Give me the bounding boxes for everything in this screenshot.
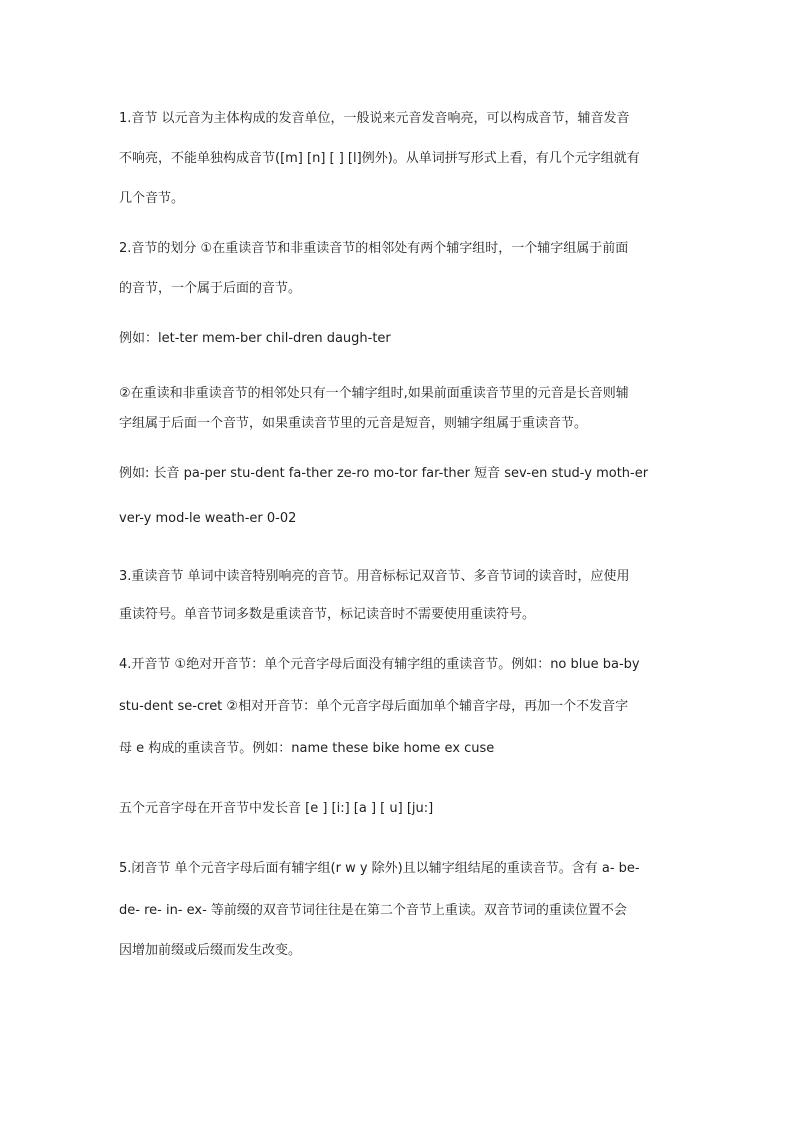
paragraph-6-line-1: 5.闭音节 单个元音字母后面有辅字组(r w y 除外)且以辅字组结尾的重读音节。含有 a- be-: [119, 861, 640, 876]
example-line-3: ver-y mod-le weath-er 0-02: [119, 511, 297, 526]
paragraph-1-line-1: 1.音节 以元音为主体构成的发音单位，一般说来元音发音响亮，可以构成音节，辅音发音: [119, 111, 630, 126]
paragraph-1-line-3: 几个音节。: [119, 191, 185, 206]
paragraph-2-line-1: 2.音节的划分 ①在重读音节和非重读音节的相邻处有两个辅字组时，一个辅字组属于前面: [119, 241, 629, 256]
paragraph-5-line-3: 母 e 构成的重读音节。例如：name these bike home ex cuse: [119, 741, 495, 756]
paragraph-4-line-1: 3.重读音节 单词中读音特别响亮的音节。用音标标记双音节、多音节词的读音时，应使用: [119, 569, 630, 584]
paragraph-2-line-2: 的音节，一个属于后面的音节。: [119, 281, 302, 296]
paragraph-6-line-2: de- re- in- ex- 等前缀的双音节词往往是在第二个音节上重读。双音节词的重读位置不会: [119, 903, 627, 918]
paragraph-5-line-1: 4.开音节 ①绝对开音节：单个元音字母后面没有辅字组的重读音节。例如：no blue ba-by: [119, 657, 640, 672]
paragraph-5-line-2: stu-dent se-cret ②相对开音节：单个元音字母后面加单个辅音字母，再加一个不发音字: [119, 699, 629, 714]
paragraph-1-line-2: 不响亮，不能单独构成音节([m] [n] [ ] [l]例外)。从单词拼写形式上看，有几个元字组就有: [119, 151, 640, 166]
paragraph-4-line-2: 重读符号。单音节词多数是重读音节，标记读音时不需要使用重读符号。: [119, 607, 536, 622]
example-line-2: 例如: 长音 pa-per stu-dent fa-ther ze-ro mo-tor far-ther 短音 sev-en stud-y moth-er: [119, 466, 649, 481]
paragraph-6-line-3: 因增加前缀或后缀而发生改变。: [119, 943, 302, 958]
paragraph-3-line-2: 字组属于后面一个音节，如果重读音节里的元音是短音，则辅字组属于重读音节。: [119, 416, 588, 431]
paragraph-3-line-1: ②在重读和非重读音节的相邻处只有一个辅字组时,如果前面重读音节里的元音是长音则辅: [119, 386, 629, 401]
example-line-1: 例如：let-ter mem-ber chil-dren daugh-ter: [119, 331, 391, 346]
vowel-sound-line: 五个元音字母在开音节中发长音 [e ] [i:] [a ] [ u] [ju:]: [119, 801, 434, 816]
